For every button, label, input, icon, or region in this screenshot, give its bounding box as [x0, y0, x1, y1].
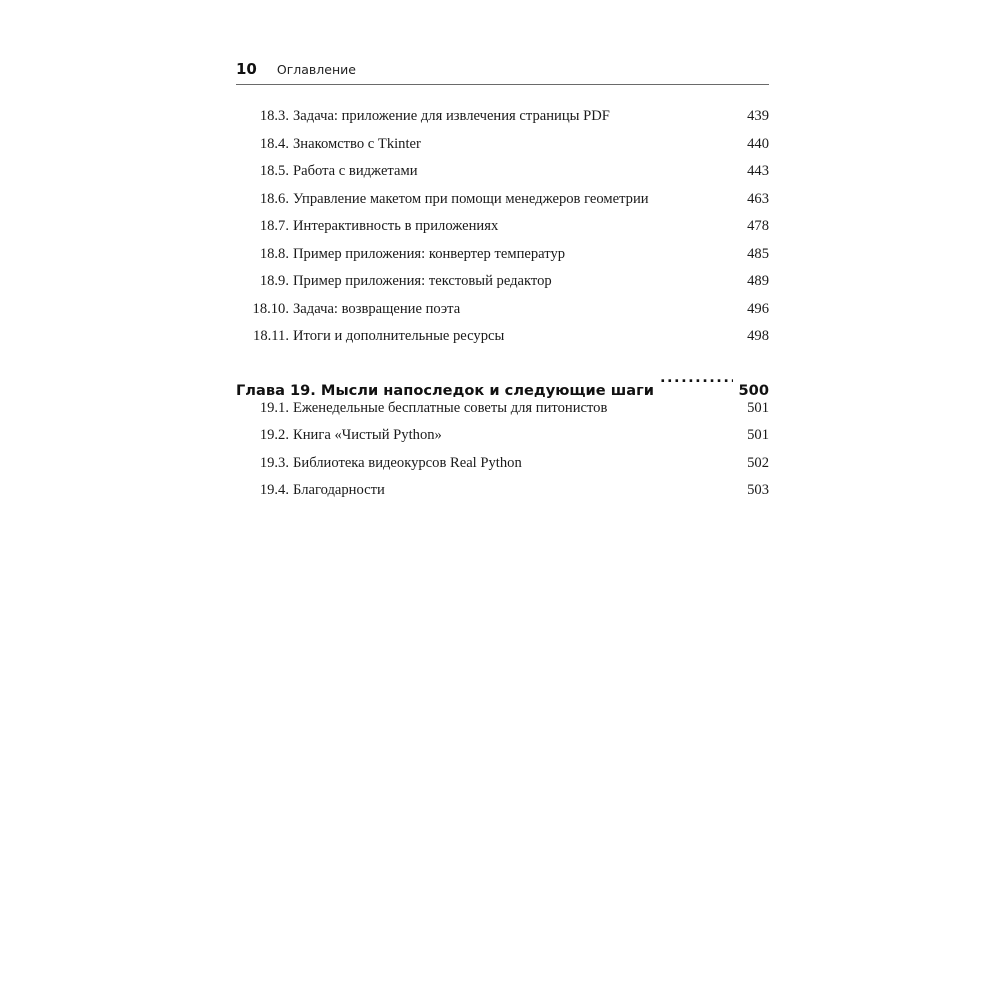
entry-number: 18.9.: [259, 273, 289, 289]
entry-number: 18.11.: [253, 328, 289, 344]
toc-entry-18-9: [236, 268, 769, 296]
entry-page: 478: [747, 218, 769, 234]
entry-title: Управление макетом при помощи менеджеров геометрии: [293, 190, 649, 207]
entry-page: 463: [747, 190, 769, 207]
toc-entry-18-3: [236, 103, 769, 131]
entry-page: 503: [747, 482, 769, 498]
section-18-list: [236, 103, 769, 351]
chapter-title: Глава 19. Мысли напоследок и следующие шаги: [236, 381, 654, 399]
entry-page: 496: [747, 300, 769, 317]
dot-leader: [660, 361, 733, 395]
toc-entry-18-8: [236, 241, 769, 269]
entry-number: 19.3.: [259, 454, 289, 471]
entry-title: Работа с виджетами: [293, 163, 418, 179]
toc-entry-18-10: [236, 296, 769, 324]
toc-entry-19-1: [236, 395, 769, 423]
running-title: Оглавление: [276, 62, 356, 77]
chapter-19-heading: [236, 361, 769, 399]
toc-entry-18-7: [236, 213, 769, 241]
entry-page: 502: [747, 454, 769, 471]
entry-page: 485: [747, 245, 769, 262]
entry-title: Еженедельные бесплатные советы для питонистов: [293, 399, 608, 416]
entry-page: 440: [747, 135, 769, 152]
toc-entry-18-4: [236, 131, 769, 159]
entry-number: 18.3.: [259, 108, 289, 124]
entry-title: Пример приложения: конвертер температур: [293, 245, 566, 262]
entry-title: Интерактивность в приложениях: [293, 218, 499, 234]
table-of-contents: [236, 103, 769, 505]
entry-title: Книга «Чистый Python»: [293, 427, 442, 443]
entry-number: 18.4.: [259, 135, 289, 152]
toc-entry-19-3: [236, 450, 769, 478]
entry-number: 18.5.: [259, 163, 289, 179]
entry-number: 19.1.: [259, 399, 289, 416]
entry-number: 18.6.: [259, 190, 289, 207]
toc-entry-18-11: [236, 323, 769, 351]
book-page: [236, 60, 769, 505]
toc-entry-19-2: [236, 422, 769, 450]
chapter-page: 500: [738, 381, 769, 399]
entry-title: Библиотека видеокурсов Real Python: [293, 454, 522, 471]
entry-page: 501: [747, 399, 769, 416]
entry-number: 18.7.: [259, 218, 289, 234]
entry-title: Задача: приложение для извлечения страницы PDF: [293, 108, 610, 124]
toc-entry-19-4: [236, 477, 769, 505]
section-19-list: [236, 395, 769, 505]
entry-number: 19.2.: [259, 427, 289, 443]
entry-title: Благодарности: [293, 482, 385, 498]
entry-page: 501: [747, 427, 769, 443]
entry-number: 18.8.: [259, 245, 289, 262]
entry-page: 443: [747, 163, 769, 179]
entry-page: 489: [747, 273, 769, 289]
toc-entry-18-6: [236, 186, 769, 214]
entry-page: 498: [747, 328, 769, 344]
entry-number: 18.10.: [252, 300, 289, 317]
entry-title: Итоги и дополнительные ресурсы: [293, 328, 505, 344]
entry-title: Пример приложения: текстовый редактор: [293, 273, 552, 289]
entry-page: 439: [747, 108, 769, 124]
page-number: 10: [236, 60, 257, 78]
entry-title: Знакомство с Tkinter: [293, 135, 421, 152]
running-head: [236, 60, 769, 85]
toc-entry-18-5: [236, 158, 769, 186]
entry-title: Задача: возвращение поэта: [293, 300, 461, 317]
entry-number: 19.4.: [259, 482, 289, 498]
